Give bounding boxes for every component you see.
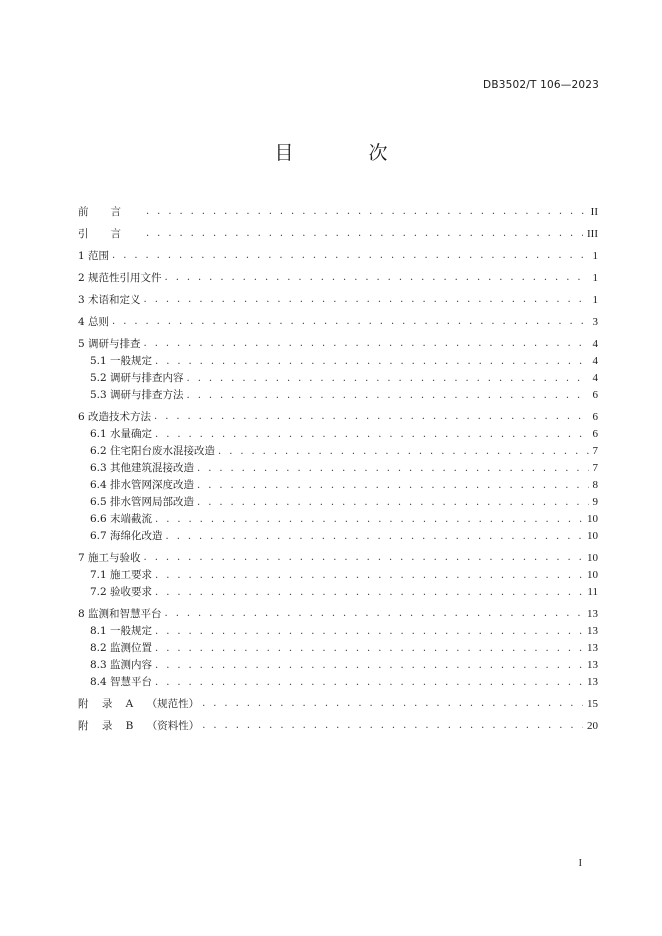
toc-leader-dots [155,511,583,528]
toc-entry[interactable] [78,605,598,623]
toc-entry[interactable] [78,335,598,353]
toc-entry-label: 8 监测和智慧平台 [78,608,162,620]
toc-subentry[interactable] [78,426,598,443]
toc-leader-dots [166,528,583,545]
toc-leader-dots [146,203,587,221]
toc-entry-page: 1 [592,272,598,284]
toc-leader-dots [155,353,588,370]
toc-entry-page: 3 [592,316,598,328]
toc-entry-label: 5.1 一般规定 [90,355,153,367]
toc-entry-page: 10 [587,513,598,525]
toc-subentry[interactable] [78,640,598,657]
toc-entry[interactable] [78,717,598,735]
toc-entry-page: 4 [592,372,598,384]
toc-leader-dots [155,426,588,443]
toc-entry-label: 8.3 监测内容 [90,659,153,671]
toc-leader-dots [197,477,588,494]
toc-entry-label: 8.4 智慧平台 [90,676,153,688]
toc-entry-label: 3 术语和定义 [78,294,141,306]
toc-entry-label: 7.1 施工要求 [90,569,153,581]
toc-entry-page: 6 [592,428,598,440]
toc-entry[interactable] [78,225,598,243]
toc-entry-label: 5.3 调研与排查方法 [90,389,184,401]
toc-subentry[interactable] [78,567,598,584]
document-code: DB3502/T 106—2023 [483,79,599,91]
toc-leader-dots [202,695,583,713]
toc-leader-dots [112,313,588,331]
toc-entry-label: 4 总则 [78,316,110,328]
toc-leader-dots [154,408,588,426]
toc-entry-page: 11 [587,586,598,598]
toc-entry-page: 13 [587,608,598,620]
toc-entry-page: II [590,206,598,218]
toc-leader-dots [187,387,589,404]
toc-leader-dots [155,640,583,657]
toc-entry-label: 1 范围 [78,250,110,262]
toc-entry-label: 6.4 排水管网深度改造 [90,479,195,491]
table-of-contents [78,199,598,735]
toc-entry[interactable] [78,313,598,331]
toc-entry[interactable] [78,408,598,426]
toc-entry-label: 6.7 海绵化改造 [90,530,163,542]
toc-entry-page: 7 [592,445,598,457]
toc-entry-label: 6.3 其他建筑混接改造 [90,462,195,474]
toc-entry-page: 13 [587,676,598,688]
toc-entry-label: 8.1 一般规定 [90,625,153,637]
toc-subentry[interactable] [78,494,598,511]
toc-entry-page: 1 [592,250,598,262]
toc-entry-page: 4 [592,338,598,350]
toc-leader-dots [197,494,588,511]
toc-subentry[interactable] [78,370,598,387]
toc-entry-label: 5 调研与排查 [78,338,141,350]
toc-entry-page: 8 [592,479,598,491]
toc-entry[interactable] [78,269,598,287]
toc-entry-page: 10 [587,569,598,581]
toc-entry-page: 4 [592,355,598,367]
toc-entry-page: 6 [592,411,598,423]
toc-leader-dots [146,225,583,243]
toc-subentry[interactable] [78,511,598,528]
toc-entry-page: 13 [587,642,598,654]
toc-leader-dots [144,335,589,353]
toc-entry-page: 13 [587,625,598,637]
toc-entry-label: 6 改造技术方法 [78,411,152,423]
toc-leader-dots [202,717,583,735]
toc-leader-dots [187,370,589,387]
toc-leader-dots [165,605,583,623]
footer-page-number: I [578,858,582,869]
toc-subentry[interactable] [78,353,598,370]
toc-entry-page: 9 [592,496,598,508]
toc-leader-dots [144,549,583,567]
toc-leader-dots [144,291,589,309]
toc-subentry[interactable] [78,528,598,545]
toc-leader-dots [165,269,589,287]
toc-entry-page: 1 [592,294,598,306]
toc-entry-page: 20 [587,720,598,732]
toc-subentry[interactable] [78,657,598,674]
toc-subentry[interactable] [78,674,598,691]
toc-subentry[interactable] [78,477,598,494]
toc-leader-dots [155,567,583,584]
toc-entry-label: 2 规范性引用文件 [78,272,162,284]
toc-subentry[interactable] [78,387,598,404]
toc-leader-dots [155,584,583,601]
toc-entry[interactable] [78,549,598,567]
toc-entry-label: 前言 [78,206,143,218]
page-title: 目 次 [274,142,416,164]
toc-entry-label: 6.2 住宅阳台废水混接改造 [90,445,216,457]
toc-entry-page: 15 [587,698,598,710]
toc-entry-label: 7 施工与验收 [78,552,141,564]
toc-entry-label: 引言 [78,228,143,240]
toc-subentry[interactable] [78,460,598,477]
toc-entry-label: 6.5 排水管网局部改造 [90,496,195,508]
toc-entry-page: 10 [587,530,598,542]
toc-entry-label: 8.2 监测位置 [90,642,153,654]
toc-leader-dots [197,460,588,477]
toc-entry-page: 10 [587,552,598,564]
toc-entry-page: 7 [592,462,598,474]
toc-entry-page: 6 [592,389,598,401]
toc-entry-label: 附 录 B （资料性） [78,720,200,732]
toc-entry[interactable] [78,203,598,221]
toc-subentry[interactable] [78,443,598,460]
toc-entry[interactable] [78,291,598,309]
toc-entry[interactable] [78,695,598,713]
toc-subentry[interactable] [78,623,598,640]
toc-entry-page: III [587,228,598,240]
toc-leader-dots [112,247,588,265]
toc-leader-dots [155,623,583,640]
toc-entry-label: 6.1 水量确定 [90,428,153,440]
toc-entry-label: 6.6 末端截流 [90,513,153,525]
toc-entry-label: 7.2 验收要求 [90,586,153,598]
toc-leader-dots [155,657,583,674]
toc-leader-dots [155,674,583,691]
toc-entry[interactable] [78,247,598,265]
toc-leader-dots [218,443,588,460]
toc-entry-page: 13 [587,659,598,671]
toc-entry-label: 附 录 A （规范性） [78,698,200,710]
toc-entry-label: 5.2 调研与排查内容 [90,372,184,384]
toc-subentry[interactable] [78,584,598,601]
